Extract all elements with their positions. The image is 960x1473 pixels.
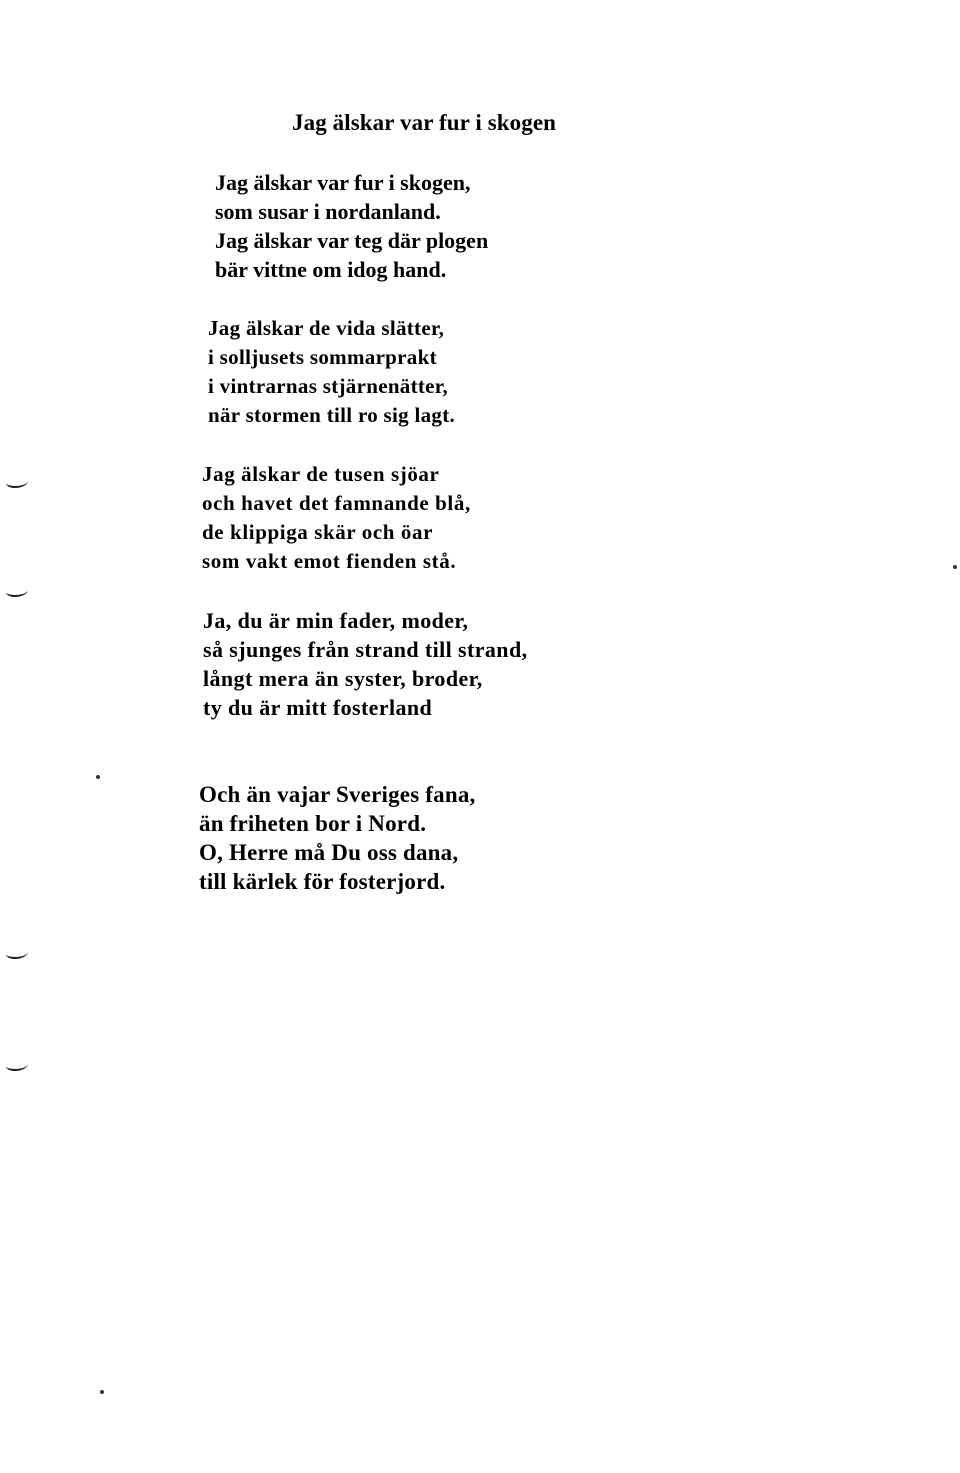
stanza-4-line-3: långt mera än syster, broder, xyxy=(203,666,483,691)
scan-speck xyxy=(100,1390,104,1394)
binder-hole-mark xyxy=(6,947,28,959)
scan-speck xyxy=(96,775,100,779)
stanza-4-line-1: Ja, du är min fader, moder, xyxy=(203,608,469,633)
stanza-3-line-3: de klippiga skär och öar xyxy=(202,520,434,544)
stanza-3-line-1: Jag älskar de tusen sjöar xyxy=(202,462,440,486)
scan-speck xyxy=(953,565,957,569)
stanza-1-line-2: som susar i nordanland. xyxy=(215,199,441,224)
stanza-4 xyxy=(203,606,527,722)
stanza-1 xyxy=(215,168,488,284)
stanza-2-line-4: när stormen till ro sig lagt. xyxy=(208,403,456,427)
stanza-2 xyxy=(208,314,455,430)
binder-hole-mark xyxy=(6,476,28,488)
stanza-3-line-2: och havet det famnande blå, xyxy=(202,491,471,515)
binder-hole-mark xyxy=(6,585,28,597)
stanza-1-line-1: Jag älskar var fur i skogen, xyxy=(215,170,471,195)
stanza-3 xyxy=(202,460,471,576)
stanza-5 xyxy=(199,780,476,896)
stanza-3-line-4: som vakt emot fienden stå. xyxy=(202,549,457,573)
binder-hole-mark xyxy=(6,1059,28,1071)
stanza-2-line-2: i solljusets sommarprakt xyxy=(208,345,437,369)
stanza-5-line-2: än friheten bor i Nord. xyxy=(199,811,427,836)
stanza-5-line-1: Och än vajar Sveriges fana, xyxy=(199,782,476,807)
stanza-1-line-3: Jag älskar var teg där plogen xyxy=(215,228,489,253)
poem-title: Jag älskar var fur i skogen xyxy=(292,110,557,135)
stanza-2-line-1: Jag älskar de vida slätter, xyxy=(208,316,445,340)
stanza-2-line-3: i vintrarnas stjärnenätter, xyxy=(208,374,449,398)
stanza-4-line-4: ty du är mitt fosterland xyxy=(203,695,433,720)
stanza-4-line-2: så sjunges från strand till strand, xyxy=(203,637,528,662)
stanza-1-line-4: bär vittne om idog hand. xyxy=(215,257,447,282)
stanza-5-line-3: O, Herre må Du oss dana, xyxy=(199,840,459,865)
stanza-5-line-4: till kärlek för fosterjord. xyxy=(199,869,446,894)
